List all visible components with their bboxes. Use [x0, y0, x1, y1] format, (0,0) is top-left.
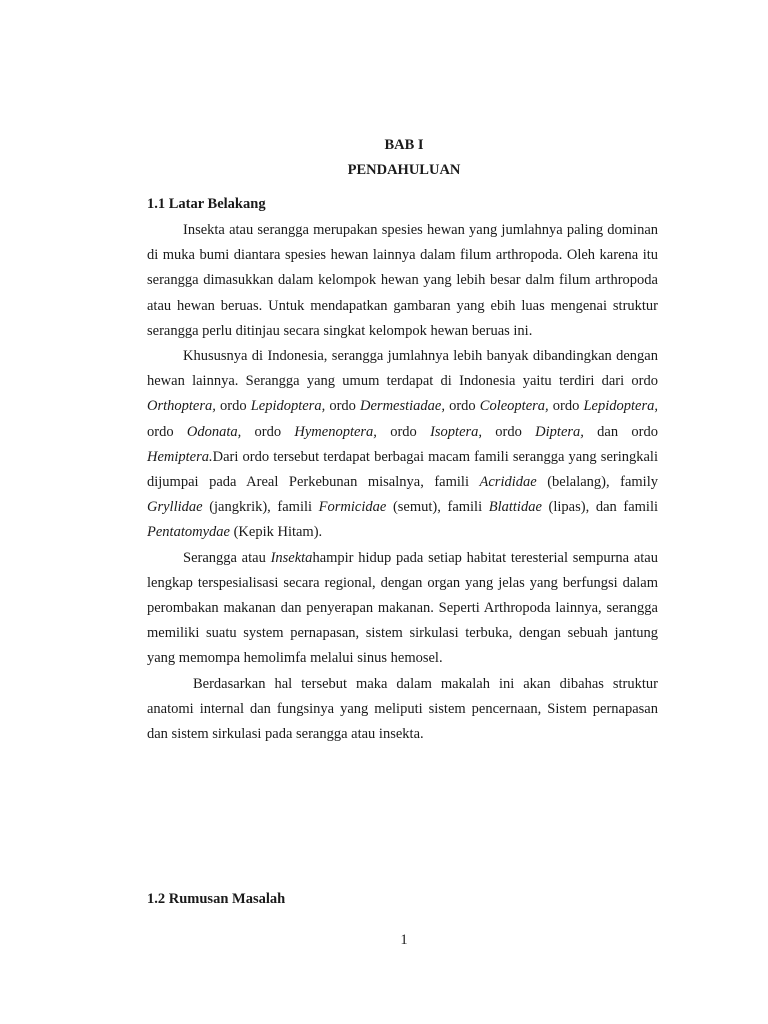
taxon-name: Hymenoptera,: [294, 423, 377, 440]
paragraph-4: Berdasarkan hal tersebut maka dalam makalah ini akan dibahas struktur anatomi internal dan fungsinya yang meliputi sistem pencernaan, Sistem pernapasan dan sistem sirkulasi pada serangga atau insekta.: [147, 675, 658, 743]
taxon-name: Lepidoptera,: [250, 398, 326, 415]
text-run: hampir hidup pada setiap habitat teresterial sempurna atau lengkap terspesialisasi secara regional, dengan organ yang jelas yang berfungsi dalam perombakan makanan dan penyerapan makanan. Seperti Arthropoda lainnya, serangga memiliki suatu system pernapasan, sistem sirkulasi terbuka, dengan sebuah jantung yang memompa hemolimfa melalui sinus hemosel.: [147, 549, 658, 667]
text-run: (Kepik Hitam).: [229, 524, 323, 541]
taxon-name: Dermestiadae,: [360, 398, 445, 415]
taxon-name: Orthoptera,: [147, 398, 216, 415]
text-run: Dari ordo tersebut terdapat berbagai macam famili serangga yang seringkali dijumpai pada Areal Perkebunan misalnya, famili: [147, 448, 658, 491]
taxon-name: Formicidae: [318, 499, 387, 516]
text-run: ordo: [482, 423, 536, 440]
paragraph-1: Insekta atau serangga merupakan spesies hewan yang jumlahnya paling dominan di muka bumi diantara spesies hewan lainnya dalam filum arthropoda. Oleh karena itu serangga dimasukkan dalam kelompok hewan yang lebih besar dalm filum arthropoda atau hewan beruas. Untuk mendapatkan gambaran yang ebih luas mengenai struktur serangga perlu ditinjau secara singkat kelompok hewan beruas ini.: [147, 222, 658, 339]
taxon-name: Diptera,: [535, 423, 584, 440]
text-run: ordo: [215, 398, 251, 415]
taxon-name: Gryllidae: [147, 499, 203, 516]
taxon-name: Acrididae: [479, 474, 537, 491]
text-run: ordo: [241, 423, 295, 440]
text-run: ordo: [376, 423, 431, 440]
text-run: (jangkrik), famili: [202, 499, 319, 516]
section-heading-latar-belakang: 1.1 Latar Belakang: [147, 196, 266, 212]
paragraph-3: [147, 546, 658, 672]
term-insekta: Insekta: [270, 549, 313, 566]
text-run: (semut), famili: [386, 499, 489, 516]
taxon-name: Isoptera,: [430, 423, 483, 440]
taxon-name: Coleoptera,: [479, 398, 549, 415]
text-run: ordo: [444, 398, 480, 415]
text-run: dan ordo: [583, 423, 658, 440]
taxon-name: Odonata,: [186, 423, 242, 440]
text-run: (belalang), family: [536, 474, 658, 491]
taxon-name: Blattidae: [488, 499, 542, 516]
taxon-name: Lepidoptera,: [583, 398, 658, 415]
taxon-name: Hemiptera.: [147, 448, 213, 465]
text-run: ordo: [548, 398, 584, 415]
text-run: Serangga atau: [183, 549, 271, 566]
chapter-number: BAB I: [384, 137, 424, 153]
text-run: ordo: [325, 398, 361, 415]
section-heading-rumusan-masalah: 1.2 Rumusan Masalah: [147, 891, 286, 907]
paragraph-2: [147, 344, 658, 546]
page-number: 1: [400, 932, 408, 948]
text-run: Khususnya di Indonesia, serangga jumlahnya lebih banyak dibandingkan dengan hewan lainnya. Serangga yang umum terdapat di Indonesia yaitu terdiri dari ordo: [147, 348, 658, 390]
text-run: (lipas), dan famili: [541, 499, 658, 516]
taxon-name: Pentatomydae: [147, 524, 230, 541]
section-body: [147, 218, 658, 747]
chapter-title: PENDAHULUAN: [347, 162, 461, 178]
text-run: ordo: [147, 423, 187, 440]
